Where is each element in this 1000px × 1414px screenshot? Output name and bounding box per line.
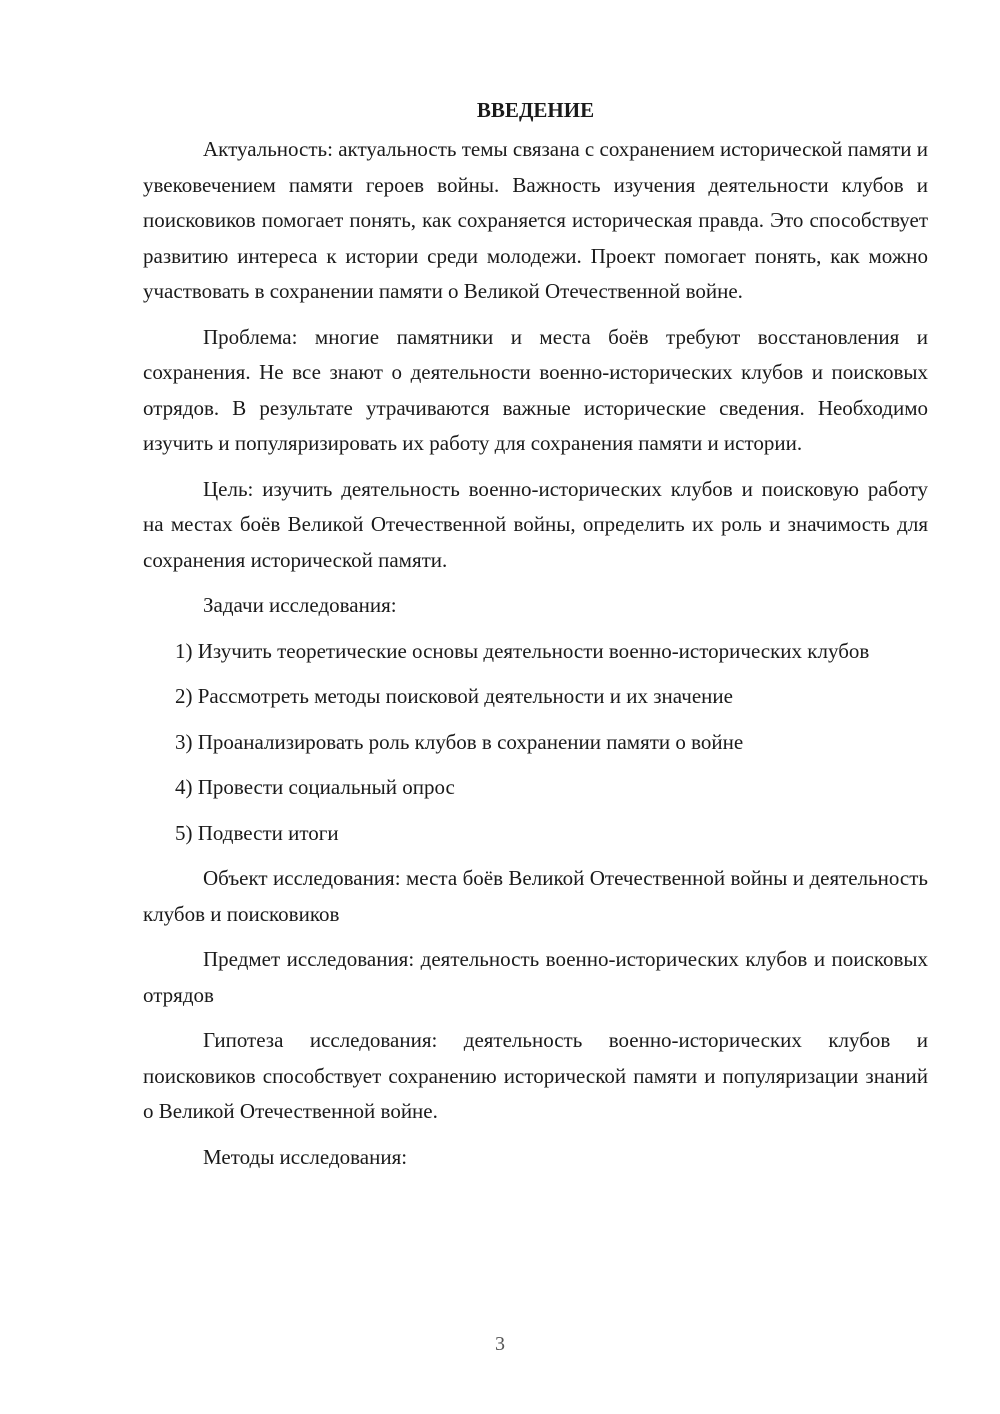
paragraph-object: Объект исследования: места боёв Великой Отечественной войны и деятельность клубов и поисковиков	[143, 866, 928, 926]
task-item-2: 2) Рассмотреть методы поисковой деятельности и их значение	[175, 684, 733, 708]
paragraph-goal: Цель: изучить деятельность военно-исторических клубов и поисковую работу на местах боёв Великой Отечественной войны, определить их роль и значимость для сохранения исторической памяти.	[143, 476, 928, 572]
document-page	[143, 92, 928, 1185]
task-item-3: 3) Проанализировать роль клубов в сохранении памяти о войне	[175, 729, 744, 754]
methods-label: Методы исследования:	[203, 1144, 408, 1169]
page-title: ВВЕДЕНИЕ	[476, 98, 595, 122]
paragraph-problem: Проблема: многие памятники и места боёв требуют восстановления и сохранения. Не все знают о деятельности военно-исторических клубов и поисковых отрядов. В результате утрачиваются важные исторические сведения. Необходимо изучить и популяризировать их работу для сохранения памяти и истории.	[143, 324, 928, 455]
paragraph-relevance: Актуальность: актуальность темы связана с сохранением исторической памяти и увековечением памяти героев войны. Важность изучения деятельности клубов и поисковиков помогает понять, как сохраняется историческая правда. Это способствует развитию интереса к истории среди молодежи. Проект помогает понять, как можно участвовать в сохранении памяти о Великой Отечественной войне.	[143, 137, 928, 303]
paragraph-subject: Предмет исследования: деятельность военно-исторических клубов и поисковых отрядов	[143, 947, 928, 1007]
task-item-5: 5) Подвести итоги	[175, 820, 339, 845]
paragraph-hypothesis: Гипотеза исследования: деятельность военно-исторических клубов и поисковиков способствует сохранению исторической памяти и популяризации знаний о Великой Отечественной войне.	[143, 1028, 928, 1123]
tasks-list	[143, 634, 928, 852]
tasks-label: Задачи исследования:	[203, 593, 397, 617]
page-number: 3	[495, 1333, 505, 1355]
task-item-4: 4) Провести социальный опрос	[175, 775, 455, 799]
task-item-1: 1) Изучить теоретические основы деятельности военно-исторических клубов	[175, 638, 870, 663]
